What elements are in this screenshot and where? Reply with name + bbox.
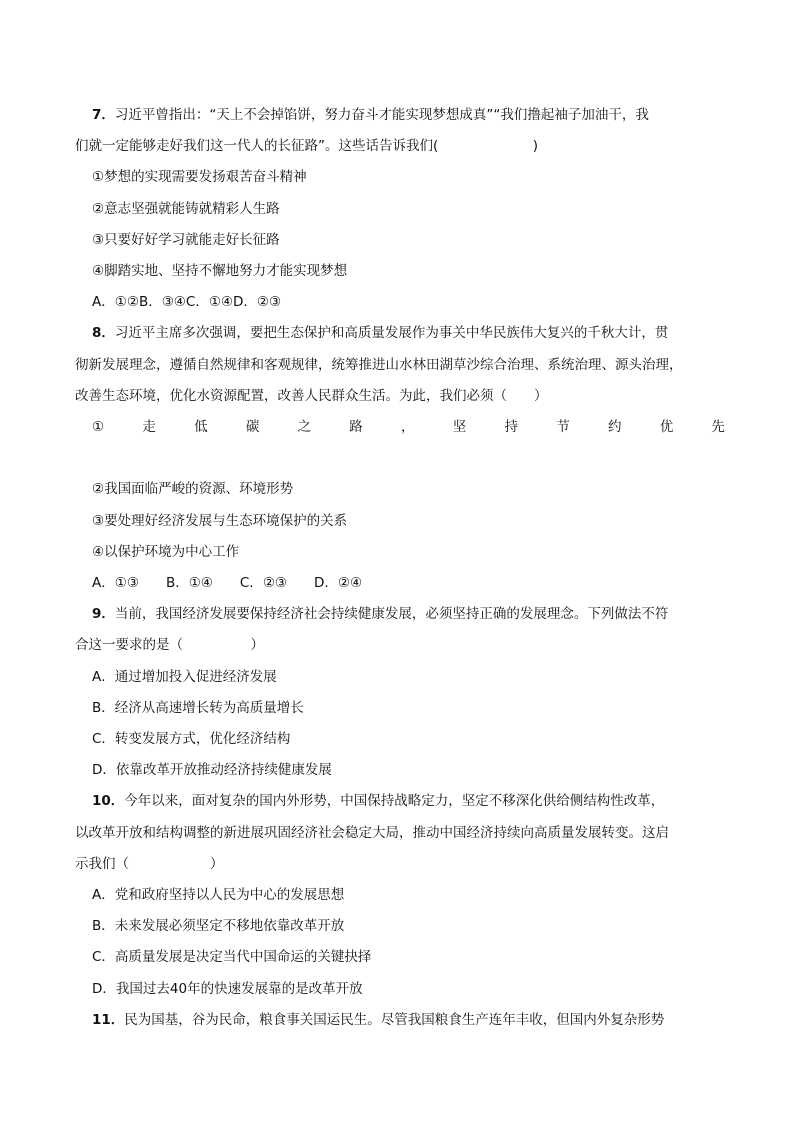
question-7	[75, 100, 725, 318]
question-8-option-4: ④以保护环境为中心工作	[92, 543, 240, 560]
question-9-stem-line-1: 9．当前，我国经济发展要保持经济社会持续健康发展，必须坚持正确的发展理念。下列做法不符	[92, 606, 669, 623]
question-content	[75, 100, 725, 1036]
question-7-answer-choices: A．①②B．③④C．①④D．②③	[92, 294, 282, 311]
question-11	[75, 1005, 725, 1036]
question-8-option-1-stretched: ① 走 低 碳 之 路 ， 坚 持 节 约 优 先	[92, 419, 725, 436]
question-10	[75, 786, 725, 1004]
question-11-stem-line-1: 11．民为国基，谷为民命，粮食事关国运民生。尽管我国粮食生产连年丰收，但国内外复杂形势	[92, 1011, 665, 1028]
question-10-stem-line-2: 以改革开放和结构调整的新进展巩固经济社会稳定大局，推动中国经济持续向高质量发展转变。这启	[75, 824, 669, 841]
question-10-option-d: D．我国过去40年的快速发展靠的是改革开放	[92, 980, 363, 997]
question-9-option-d: D．依靠改革开放推动经济持续健康发展	[92, 762, 332, 779]
question-8-answer-choices: A．①③ B．①④ C．②③ D．②④	[92, 575, 363, 592]
question-9-number: 9．	[92, 606, 115, 623]
question-9-option-c: C．转变发展方式，优化经济结构	[92, 731, 291, 748]
question-8	[75, 318, 725, 599]
question-9	[75, 599, 725, 786]
question-10-option-b: B．未来发展必须坚定不移地依靠改革开放	[92, 918, 345, 935]
question-7-option-3: ③只要好好学习就能走好长征路	[92, 231, 280, 248]
question-9-option-b: B．经济从高速增长转为高质量增长	[92, 699, 304, 716]
question-8-stem-line-3: 改善生态环境，优化水资源配置，改善人民群众生活。为此，我们必须（ ）	[75, 387, 548, 404]
question-7-option-4: ④脚踏实地、坚持不懈地努力才能实现梦想	[92, 263, 348, 280]
question-7-option-1: ①梦想的实现需要发扬艰苦奋斗精神	[92, 169, 307, 186]
question-7-option-2: ②意志坚强就能铸就精彩人生路	[92, 200, 280, 217]
question-7-stem-line-1: 7．习近平曾指出：“天上不会掉馅饼，努力奋斗才能实现梦想成真”“我们撸起袖子加油干，我	[92, 107, 649, 123]
question-10-stem-line-1: 10．今年以来，面对复杂的国内外形势，中国保持战略定力，坚定不移深化供给侧结构性改革，	[92, 793, 665, 810]
blank-line	[75, 443, 725, 474]
question-9-stem-line-2: 合这一要求的是（ ）	[75, 637, 264, 654]
question-8-stem-line-1: 8．习近平主席多次强调，要把生态保护和高质量发展作为事关中华民族伟大复兴的千秋大计，贯	[92, 325, 669, 342]
question-7-stem-line-2: 们就一定能够走好我们这一代人的长征路”。这些话告诉我们( )	[75, 138, 539, 155]
question-11-number: 11．	[92, 1011, 125, 1028]
question-8-option-2: ②我国面临严峻的资源、环境形势	[92, 481, 294, 498]
question-10-option-c: C．高质量发展是决定当代中国命运的关键抉择	[92, 949, 372, 966]
question-7-number: 7．	[92, 107, 115, 123]
question-8-option-3: ③要处理好经济发展与生态环境保护的关系	[92, 512, 348, 529]
question-10-number: 10．	[92, 793, 125, 810]
question-10-stem-line-3: 示我们（ ）	[75, 855, 224, 872]
question-8-number: 8．	[92, 325, 115, 342]
question-9-option-a: A．通过增加投入促进经济发展	[92, 668, 277, 685]
question-8-stem-line-2: 彻新发展理念，遵循自然规律和客观规律，统筹推进山水林田湖草沙综合治理、系统治理、源头治理，	[75, 356, 683, 373]
question-10-option-a: A．党和政府坚持以人民为中心的发展思想	[92, 887, 345, 904]
